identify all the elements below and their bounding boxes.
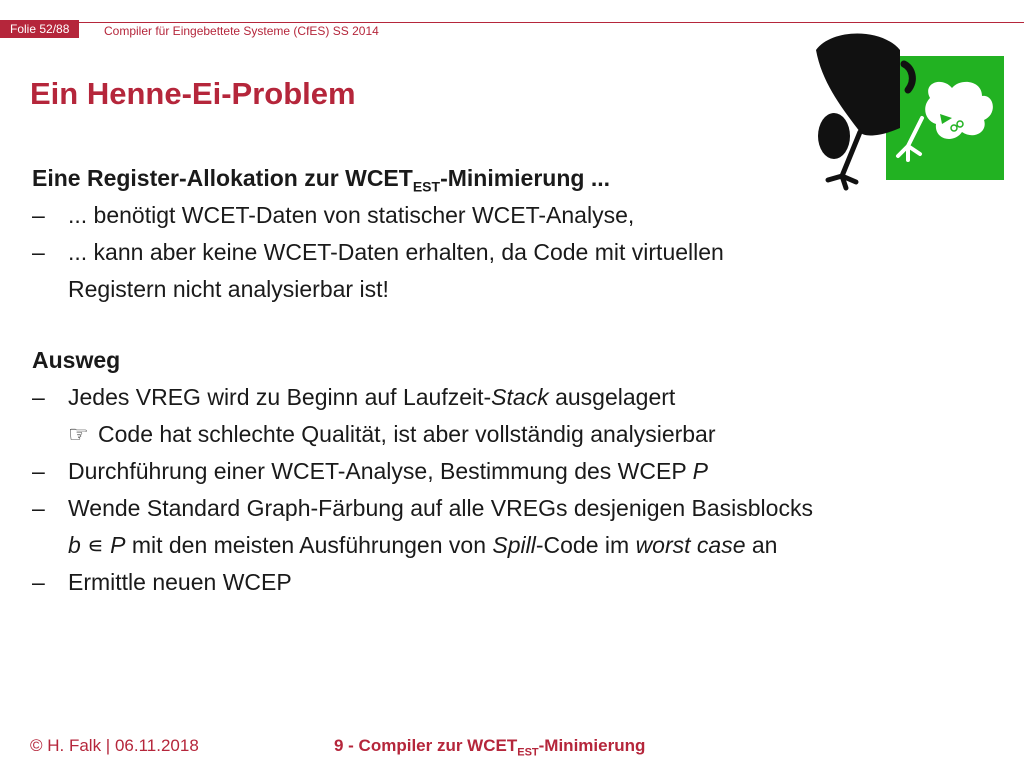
footer-chapter-title: 9 - Compiler zur $WCET_{EST}$-Minimierung [334,736,646,759]
slide-title: Ein Henne-Ei-Problem [30,76,356,111]
course-title: Compiler für Eingebettete Systeme (CfES) SS 2014 [104,24,379,38]
list-item: – Jedes VREG wird zu Beginn auf Laufzeit-Stack ausgelagert [32,384,676,410]
egg-icon [818,113,850,159]
section-heading-register-allocation: Eine Register-Allokation zur $WCET_{EST}$-Minimierung ... [32,165,611,195]
footer-author-date: © H. Falk | 06.11.2018 [30,736,199,755]
list-item: – ... benötigt WCET-Daten von statischer WCET-Analyse, [32,202,635,228]
list-item-continuation: Registern nicht analysierbar ist! [68,276,389,302]
header-rule [0,22,1024,23]
hint-line: ☞ Code hat schlechte Qualität, ist aber vollständig analysierbar [32,416,1002,453]
list-item: – ... kann aber keine WCET-Daten erhalten, da Code mit virtuellen [32,239,724,265]
list-item: – Wende Standard Graph-Färbung auf alle VREGs desjenigen Basisblocks [32,495,813,521]
pointing-hand-icon: ☞ [68,421,89,447]
slide-number: Folie 52/88 [0,20,79,38]
slide-body [32,160,1002,601]
list-item: – Ermittle neuen WCEP [32,569,292,595]
list-item: – Durchführung einer WCET-Analyse, Bestimmung des WCEP P [32,458,708,484]
list-item-continuation: b ∊ P mit den meisten Ausführungen von Spill-Code im worst case an [68,532,778,558]
section-heading-ausweg: Ausweg [32,347,121,373]
